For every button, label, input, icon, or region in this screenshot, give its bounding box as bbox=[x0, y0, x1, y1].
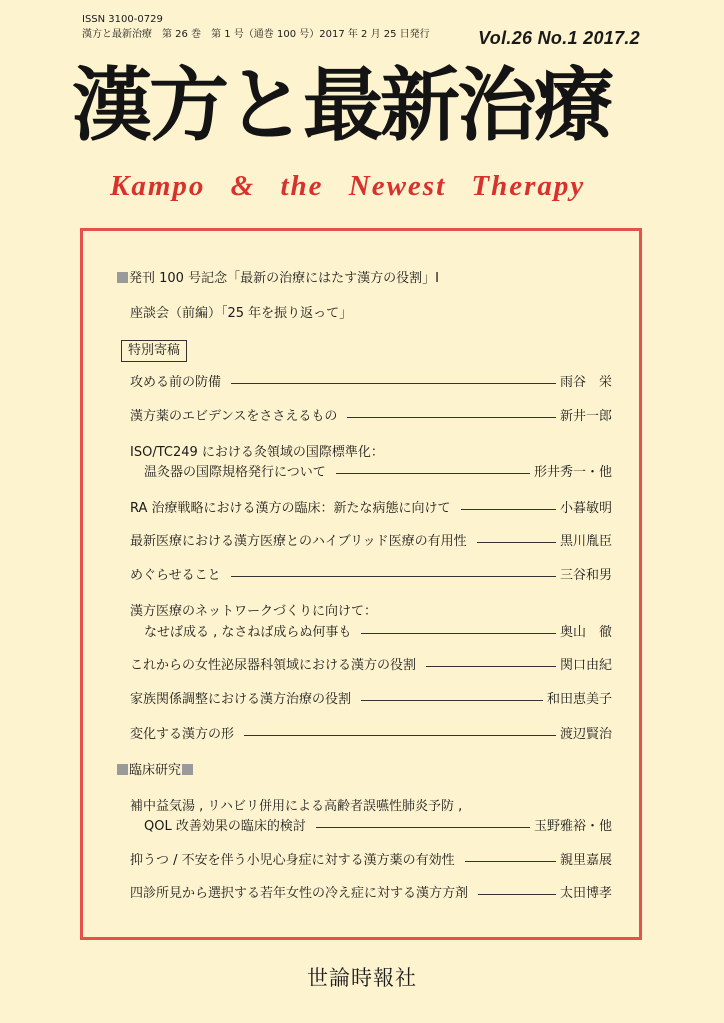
journal-subtitle: Kampo & the Newest Therapy bbox=[110, 170, 586, 202]
toc-entry bbox=[130, 852, 612, 870]
entry-title: なせば成る , なさねば成らぬ何事も bbox=[144, 625, 352, 640]
volume-info: Vol.26 No.1 2017.2 bbox=[478, 28, 640, 48]
entry-author: 小暮敏明 bbox=[559, 501, 612, 516]
toc-entry bbox=[130, 500, 612, 518]
entry-author: 形井秀一・他 bbox=[533, 465, 612, 480]
entry-author: 関口由紀 bbox=[559, 658, 612, 673]
toc-entry bbox=[130, 726, 612, 744]
leader-line bbox=[347, 417, 556, 418]
entry-title: QOL 改善効果の臨床的検討 bbox=[144, 819, 306, 834]
square-bullet-icon bbox=[182, 764, 193, 775]
entry-title: 変化する漢方の形 bbox=[130, 727, 235, 742]
square-bullet-icon bbox=[117, 764, 128, 775]
entry-author: 太田博孝 bbox=[559, 886, 612, 901]
symposium-title: 座談会（前編）「25 年を振り返って」 bbox=[130, 306, 353, 321]
leader-line bbox=[478, 894, 556, 895]
toc-entry bbox=[130, 657, 612, 675]
feature-heading bbox=[116, 270, 596, 288]
entry-title: 攻める前の防備 bbox=[130, 375, 222, 390]
leader-line bbox=[426, 666, 556, 667]
leader-line bbox=[465, 861, 556, 862]
leader-line bbox=[477, 542, 556, 543]
entry-author: 玉野雅裕・他 bbox=[533, 819, 612, 834]
toc-entry bbox=[144, 818, 612, 836]
toc-entry bbox=[144, 464, 612, 482]
entry-title-line1: ISO/TC249 における灸領域の国際標準化： bbox=[130, 445, 384, 460]
toc-entry bbox=[130, 691, 612, 709]
entry-author: 三谷和男 bbox=[559, 568, 612, 583]
publication-info: 漢方と最新治療 第 26 巻 第 1 号（通巻 100 号）2017 年 2 月 25 日発行 bbox=[82, 29, 430, 40]
entry-author: 黒川胤臣 bbox=[559, 534, 612, 549]
entry-author: 親里嘉展 bbox=[559, 853, 612, 868]
entry-author: 和田恵美子 bbox=[546, 692, 612, 707]
leader-line bbox=[361, 700, 543, 701]
leader-line bbox=[461, 509, 556, 510]
clinical-heading bbox=[116, 762, 596, 780]
toc-entry bbox=[144, 624, 612, 642]
leader-line bbox=[244, 735, 556, 736]
square-bullet-icon bbox=[117, 272, 128, 283]
entry-title: RA 治療戦略における漢方の臨床：新たな病態に向けて bbox=[130, 501, 451, 516]
leader-line bbox=[316, 827, 530, 828]
entry-title: 家族関係調整における漢方治療の役割 bbox=[130, 692, 352, 707]
entry-title: 最新医療における漢方医療とのハイブリッド医療の有用性 bbox=[130, 534, 467, 549]
toc-entry bbox=[130, 533, 612, 551]
clinical-heading-text: 臨床研究 bbox=[129, 763, 182, 778]
entry-title: 漢方薬のエビデンスをささえるもの bbox=[130, 409, 338, 424]
entry-author: 雨谷 栄 bbox=[559, 375, 612, 390]
toc-entry bbox=[130, 374, 612, 392]
entry-title: これからの女性泌尿器科領域における漢方の役割 bbox=[130, 658, 417, 673]
toc-entry bbox=[130, 408, 612, 426]
publisher-name: 世論時報社 bbox=[307, 966, 417, 990]
entry-title: めぐらせること bbox=[130, 568, 221, 583]
feature-heading-text: 発刊 100 号記念「最新の治療にはたす漢方の役割」I bbox=[129, 271, 439, 286]
toc-entry bbox=[130, 885, 612, 903]
leader-line bbox=[231, 576, 556, 577]
special-contribution-tag: 特別寄稿 bbox=[121, 340, 187, 362]
entry-author: 新井一郎 bbox=[559, 409, 612, 424]
issn: ISSN 3100-0729 bbox=[82, 14, 163, 25]
entry-title-line1: 漢方医療のネットワークづくりに向けて： bbox=[130, 604, 378, 619]
entry-title: 四診所見から選択する若年女性の冷え症に対する漢方方剤 bbox=[130, 886, 469, 901]
entry-title: 抑うつ / 不安を伴う小児心身症に対する漢方薬の有効性 bbox=[130, 853, 455, 868]
leader-line bbox=[231, 383, 556, 384]
entry-title-line1: 補中益気湯 , リハビリ併用による高齢者誤嚥性肺炎予防 , bbox=[130, 799, 463, 814]
journal-title: 漢方と最新治療 bbox=[72, 58, 611, 152]
leader-line bbox=[336, 473, 530, 474]
entry-author: 奥山 徹 bbox=[559, 625, 612, 640]
leader-line bbox=[361, 633, 556, 634]
entry-author: 渡辺賢治 bbox=[559, 727, 612, 742]
toc-entry bbox=[130, 567, 612, 585]
entry-title: 温灸器の国際規格発行について bbox=[144, 465, 326, 480]
